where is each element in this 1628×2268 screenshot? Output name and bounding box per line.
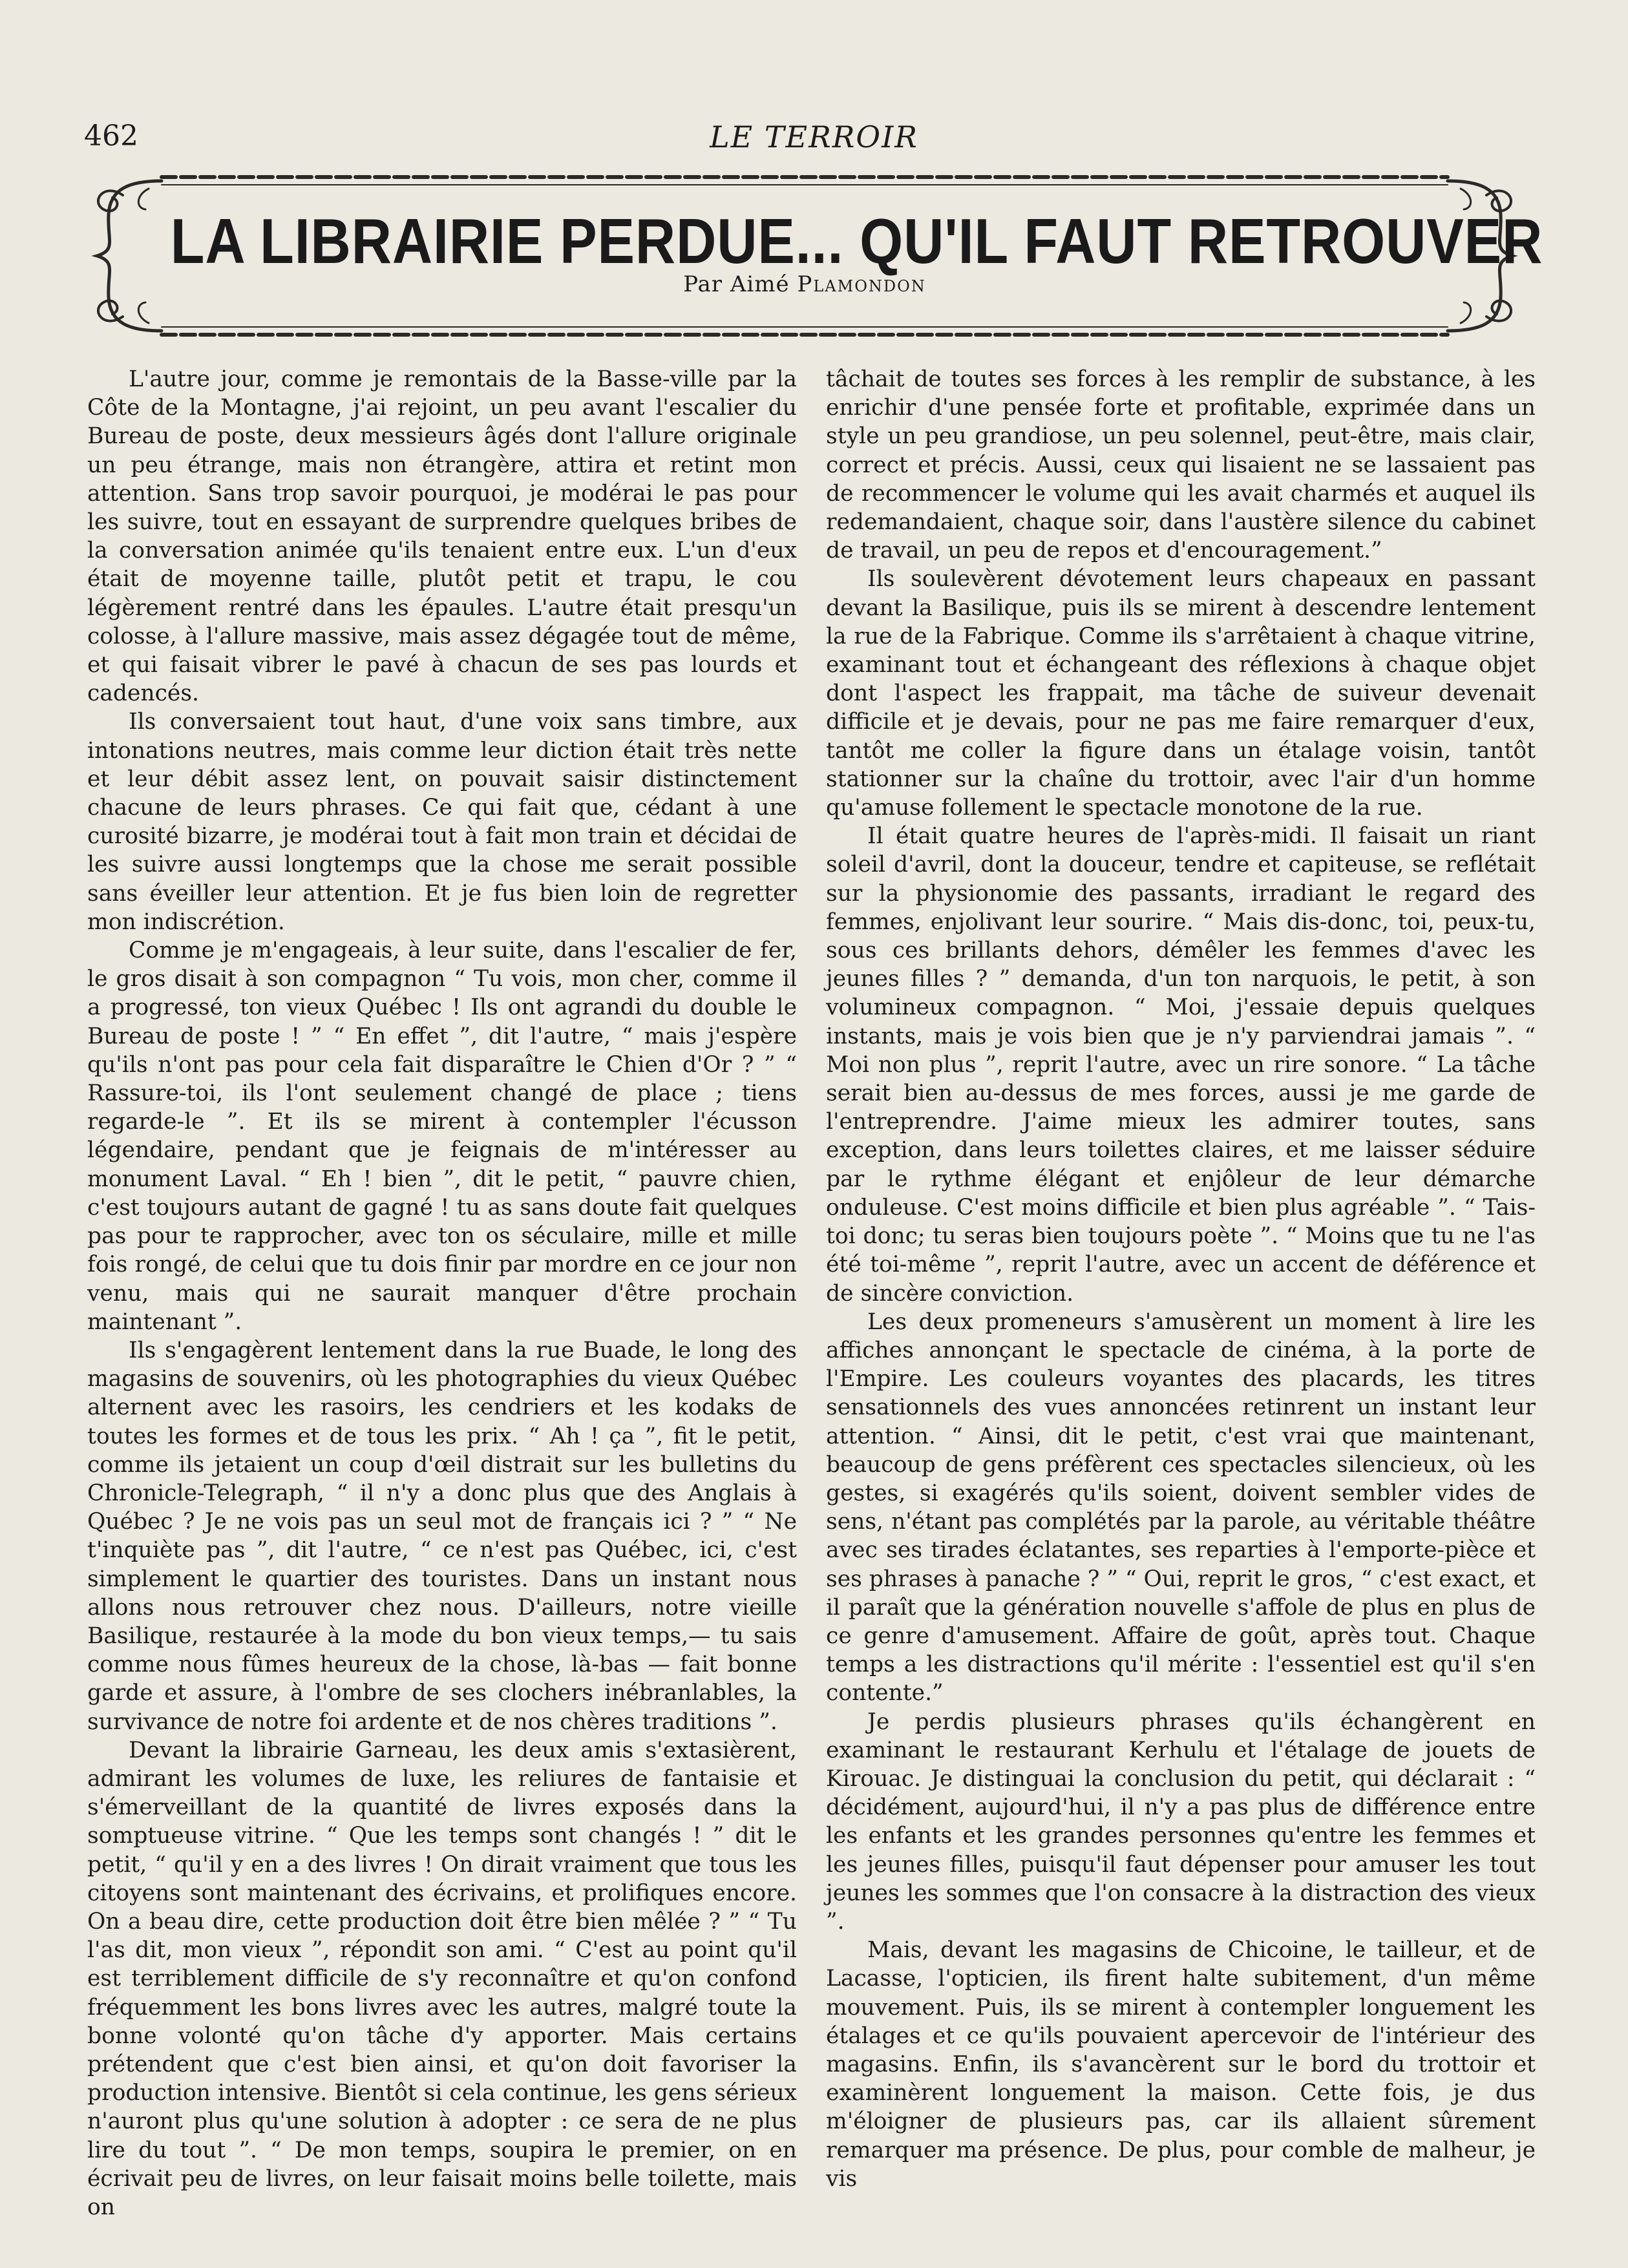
author-name: Plamondon	[797, 271, 926, 297]
article-title: LA LIBRAIRIE PERDUE... QU'IL FAUT RETROUVER	[170, 205, 1543, 277]
paragraph: Les deux promeneurs s'amusèrent un moment à lire les affiches annonçant le spectacle de cinéma, à la porte de l'Empire. Les couleurs voyantes des placards, les titres sensationnels des vues annoncées retinrent un instant leur attention. “ Ainsi, dit le petit, c'est vrai que maintenant, beaucoup de gens préfèrent ces spectacles silencieux, où les gestes, si exagérés qu'ils soient, doivent sembler vides de sens, n'étant pas complétés par la parole, au véritable théâtre avec ses tirades éclatantes, ses reparties à l'emporte-pièce et ses phrases à panache ? ” “ Oui, reprit le gros, “ c'est exact, et il paraît que la génération nouvelle s'affole de plus en plus de ce genre d'amusement. Affaire de goût, après tout. Chaque temps a les distractions qu'il mérite : l'essentiel est qu'il s'en contente.”	[826, 1308, 1536, 1706]
byline-prefix: Par Aimé	[683, 271, 790, 297]
paragraph: tâchait de toutes ses forces à les remplir de substance, à les enrichir d'une pensée forte et profitable, exprimée dans un style un peu grandiose, un peu solennel, peut-être, mais clair, correct et précis. Aussi, ceux qui lisaient ne se lassaient pas de recommencer le volume qui les avait charmés et auquel ils redemandaient, chaque soir, dans l'austère silence du cabinet de travail, un peu de repos et d'encouragement.”	[826, 366, 1536, 564]
paragraph: Comme je m'engageais, à leur suite, dans l'escalier de fer, le gros disait à son compagnon “ Tu vois, mon cher, comme il a progressé, ton vieux Québec ! Ils ont agrandi du double le Bureau de poste ! ” “ En effet ”, dit l'autre, “ mais j'espère qu'ils n'ont pas pour cela fait disparaître le Chien d'Or ? ” “ Rassure-toi, ils l'ont seulement changé de place ; tiens regarde-le ”. Et ils se mirent à contempler l'écusson légendaire, pendant que je feignais de m'intéresser au monument Laval. “ Eh ! bien ”, dit le petit, “ pauvre chien, c'est toujours autant de gagné ! tu as sans doute fait quelques pas pour te rapprocher, avec ton os séculaire, mille et mille fois rongé, de celui que tu dois finir par mordre en ce jour non venu, mais qui ne saurait manquer d'être prochain maintenant ”.	[87, 938, 797, 1335]
running-header: LE TERROIR	[710, 120, 918, 154]
paragraph: Ils conversaient tout haut, d'une voix sans timbre, aux intonations neutres, mais comme leur diction était très nette et leur débit assez lent, on pouvait saisir distinctement chacune de leurs phrases. Ce qui fait que, cédant à une curosité bizarre, je modérai tout à fait mon train et décidai de les suivre aussi longtemps que la chose me serait possible sans éveiller leur attention. Et je fus bien loin de regretter mon indiscrétion.	[87, 709, 797, 935]
page-number: 462	[84, 120, 138, 152]
right-column	[826, 365, 1536, 2192]
paragraph: Ils s'engagèrent lentement dans la rue Buade, le long des magasins de souvenirs, où les photographies du vieux Québec alternent avec les rasoirs, les cendriers et les kodaks de toutes les formes et de tous les prix. “ Ah ! ça ”, fit le petit, comme ils jetaient un coup d'œil distrait sur les bulletins du Chronicle-Telegraph, “ il n'y a donc plus que des Anglais à Québec ? Je ne vois pas un seul mot de français ici ? ” “ Ne t'inquiète pas ”, dit l'autre, “ ce n'est pas Québec, ici, c'est simplement le quartier des touristes. Dans un instant nous allons nous retrouver chez nous. D'ailleurs, notre vieille Basilique, restaurée à la mode du bon vieux temps,— tu sais comme nous fûmes heureux de la chose, là-bas — fait bonne garde et assure, à l'ombre de ses clochers inébranlables, la survivance de notre foi ardente et de nos chères traditions ”.	[87, 1337, 797, 1735]
paragraph: Ils soulevèrent dévotement leurs chapeaux en passant devant la Basilique, puis ils se mirent à descendre lentement la rue de la Fabrique. Comme ils s'arrêtaient à chaque vitrine, examinant tout et échangeant des réflexions à chaque objet dont l'aspect les frappait, ma tâche de suiveur devenait difficile et je devais, pour ne pas me faire remarquer d'eux, tantôt me coller la figure dans un étalage voisin, tantôt stationner sur la chaîne du trottoir, avec l'air d'un homme qu'amuse follement le spectacle monotone de la rue.	[826, 566, 1536, 821]
paragraph: Mais, devant les magasins de Chicoine, le tailleur, et de Lacasse, l'opticien, ils firent halte subitement, d'un même mouvement. Puis, ils se mirent à contempler longuement les étalages et ce qu'ils pouvaient apercevoir de l'intérieur des magasins. Enfin, ils s'avancèrent sur le bord du trottoir et examinèrent longuement la maison. Cette fois, je dus m'éloigner de plusieurs pas, car ils allaient sûrement remarquer ma présence. De plus, pour comble de malheur, je vis	[826, 1937, 1536, 2192]
byline	[84, 271, 1525, 297]
title-frame	[84, 169, 1543, 342]
paragraph: Il était quatre heures de l'après-midi. Il faisait un riant soleil d'avril, dont la douceur, tendre et capiteuse, se reflétait sur la physionomie des passants, irradiant le regard des femmes, enjolivant leur sourire. “ Mais dis-donc, toi, peux-tu, sous ces brillants dehors, démêler les femmes d'avec les jeunes filles ? ” demanda, d'un ton narquois, le petit, à son volumineux compagnon. “ Moi, j'essaie depuis quelques instants, mais je vois bien que je n'y parviendrai jamais ”. “ Moi non plus ”, reprit l'autre, avec un rire sonore. “ La tâche serait bien au-dessus de mes forces, aussi je me garde de l'entreprendre. J'aime mieux les admirer toutes, sans exception, dans leurs toilettes claires, et me laisser séduire par le rythme élégant et enjôleur de leur démarche onduleuse. C'est moins difficile et bien plus agréable ”. “ Tais-toi donc; tu seras bien toujours poète ”. “ Moins que tu ne l'as été toi-même ”, reprit l'autre, avec un accent de déférence et de sincère conviction.	[826, 823, 1536, 1307]
paragraph: Je perdis plusieurs phrases qu'ils échangèrent en examinant le restaurant Kerhulu et l'étalage de jouets de Kirouac. Je distinguai la conclusion du petit, qui déclarait : “ décidément, aujourd'hui, il n'y a pas plus de différence entre les enfants et les grandes personnes qu'entre les femmes et les jeunes filles, puisqu'il faut dépenser pour amuser les tout jeunes les sommes que l'on consacre à la distraction des vieux ”.	[826, 1708, 1536, 1935]
left-column	[87, 365, 797, 2220]
paragraph: L'autre jour, comme je remontais de la Basse-ville par la Côte de la Montagne, j'ai rejoint, un peu avant l'escalier du Bureau de poste, deux messieurs âgés dont l'allure originale un peu étrange, mais non étrangère, attira et retint mon attention. Sans trop savoir pourquoi, je modérai le pas pour les suivre, tout en essayant de surprendre quelques bribes de la conversation animée qu'ils tenaient entre eux. L'un d'eux était de moyenne taille, plutôt petit et trapu, le cou légèrement rentré dans les épaules. L'autre était presqu'un colosse, à l'allure massive, mais assez dégagée tout de même, et qui faisait vibrer le pavé à chacun de ses pas lourds et cadencés.	[87, 366, 797, 707]
paragraph: Devant la librairie Garneau, les deux amis s'extasièrent, admirant les volumes de luxe, les reliures de fantaisie et s'émerveillant de la quantité de livres exposés dans la somptueuse vitrine. “ Que les temps sont changés ! ” dit le petit, “ qu'il y en a des livres ! On dirait vraiment que tous les citoyens sont maintenant des écrivains, et prolifiques encore. On a beau dire, cette production doit être bien mêlée ? ” “ Tu l'as dit, mon vieux ”, répondit son ami. “ C'est au point qu'il est terriblement difficile de s'y reconnaître et qu'on confond fréquemment les bons livres avec les autres, malgré toute la bonne volonté qu'on tâche d'y apporter. Mais certains prétendent que c'est bien ainsi, et qu'on doit favoriser la production intensive. Bientôt si cela continue, les gens sérieux n'auront plus qu'une solution à adopter : ce sera de ne plus lire du tout ”. “ De mon temps, soupira le premier, on en écrivait peu de livres, on leur faisait moins belle toilette, mais on	[87, 1737, 797, 2220]
